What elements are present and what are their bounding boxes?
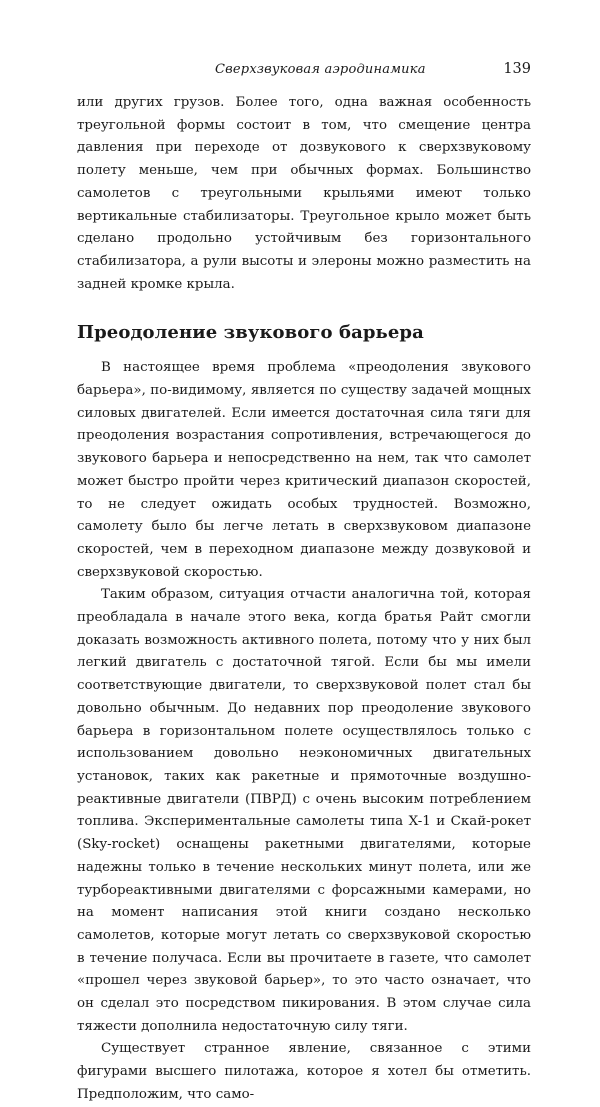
intro-paragraph: или других грузов. Более того, одна важная особенность треугольной формы состоит в том, что смещение центра давления при переходе от дозвукового к сверхзвуковому полету меньше, чем при обычных формах. Большинство самолетов с треугольными крыльями имеют только вертикальные стабилизаторы. Треугольное крыло может быть сделано продольно устойчивым без горизонтального стабилизатора, а рули высоты и элероны можно разместить на задней кромке крыла. <box>77 95 531 292</box>
page-number: 139 <box>503 61 531 77</box>
running-title: Сверхзвуковая аэродинамика <box>215 62 426 77</box>
body-paragraph-2: Таким образом, ситуация отчасти аналогична той, которая преобладала в начале этого века, когда братья Райт смогли доказать возможность активного полета, потому что у них был легкий двигатель с достаточной тягой. Если бы мы имели соответствующие двигатели, то сверхзвуковой полет стал бы довольно обычным. До недавних пор преодоление звукового барьера в горизонтальном полете осуществлялось только с использованием довольно неэкономичных двигательных установок, таких как ракетные и прямоточные воздушно-реактивные двигатели (ПВРД) с очень высоким потреблением топлива. Экспериментальные самолеты типа X-1 и Скай-рокет (Sky-rocket) оснащены ракетными двигателями, которые надежны только в течение нескольких минут полета, или же турбореактивными двигателями с форсажными камерами, но на момент написания этой книги создано несколько самолетов, которые могут летать со сверхзвуковой скоростью в течение получаса. Если вы прочитаете в газете, что самолет «прошел через звуковой барьер», то это часто означает, что он сделал это посредством пикирования. В этом случае сила тяжести дополнила недостаточную силу тяги. <box>77 587 531 1034</box>
section-heading: Преодоление звукового барьера <box>77 322 424 344</box>
body-paragraph-3: Существует странное явление, связанное с этими фигурами высшего пилотажа, которое я хотел бы отметить. Предположим, что само- <box>77 1041 531 1102</box>
book-page <box>77 62 531 1107</box>
running-head <box>77 62 531 84</box>
body-paragraph-1: В настоящее время проблема «преодоления звукового барьера», по-видимому, является по существу задачей мощных силовых двигателей. Если имеется достаточная сила тяги для преодоления возрастания сопротивления, встречающегося до звукового барьера и непосредственно на нем, так что самолет может быстро пройти через критический диапазон скоростей, то не следует ожидать особых трудностей. Возможно, самолету было бы легче летать в сверхзвуковом диапазоне скоростей, чем в переходном диапазоне между дозвуковой и сверхзвуковой скоростью. <box>77 360 531 580</box>
